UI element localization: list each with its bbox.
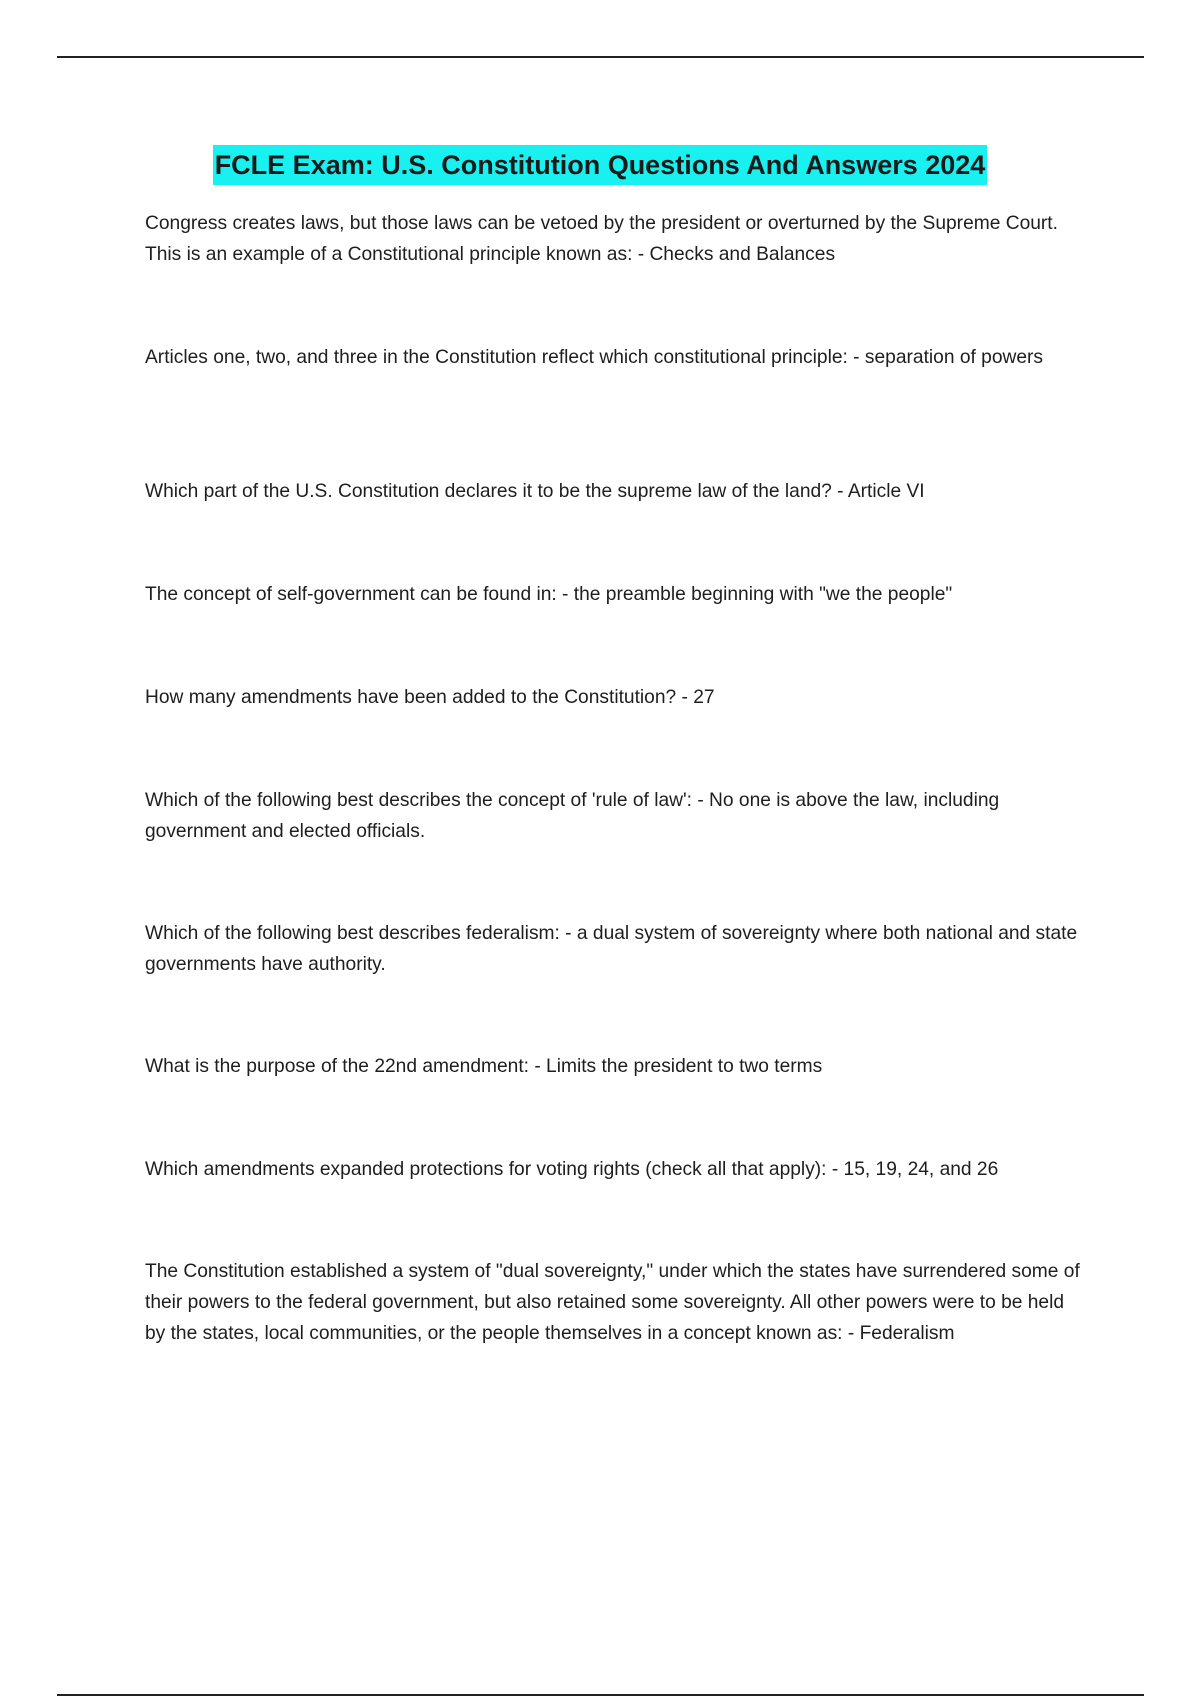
header-rule — [57, 56, 1144, 58]
page-title: FCLE Exam: U.S. Constitution Questions And Answers 2024 — [213, 145, 988, 185]
qa-item-9: Which amendments expanded protections for voting rights (check all that apply): - 15, 19, 24, and 26 — [145, 1159, 999, 1180]
qa-item-1: Congress creates laws, but those laws can be vetoed by the president or overturned by the Supreme Court. This is an example of a Constitutional principle known as: - Checks and Balances — [145, 213, 1058, 265]
qa-item-4: The concept of self-government can be found in: - the preamble beginning with "we the people" — [145, 584, 953, 605]
footer-rule — [57, 1694, 1144, 1696]
qa-item-3: Which part of the U.S. Constitution declares it to be the supreme law of the land? - Article VI — [145, 481, 925, 502]
qa-item-7: Which of the following best describes federalism: - a dual system of sovereignty where both national and state governments have authority. — [145, 923, 1078, 975]
qa-item-5: How many amendments have been added to the Constitution? - 27 — [145, 687, 715, 708]
qa-item-6: Which of the following best describes the concept of 'rule of law': - No one is above the law, including government and elected officials. — [145, 790, 1000, 842]
qa-item-10: The Constitution established a system of "dual sovereignty," under which the states have surrendered some of their powers to the federal government, but also retained some sovereignty. All other powers were to be held by the states, local communities, or the people themselves in a concept known as: - Federalism — [145, 1261, 1080, 1344]
title-container — [0, 145, 1200, 185]
qa-item-8: What is the purpose of the 22nd amendment: - Limits the president to two terms — [145, 1056, 823, 1077]
qa-item-2: Articles one, two, and three in the Constitution reflect which constitutional principle: - separation of powers — [145, 347, 1044, 368]
